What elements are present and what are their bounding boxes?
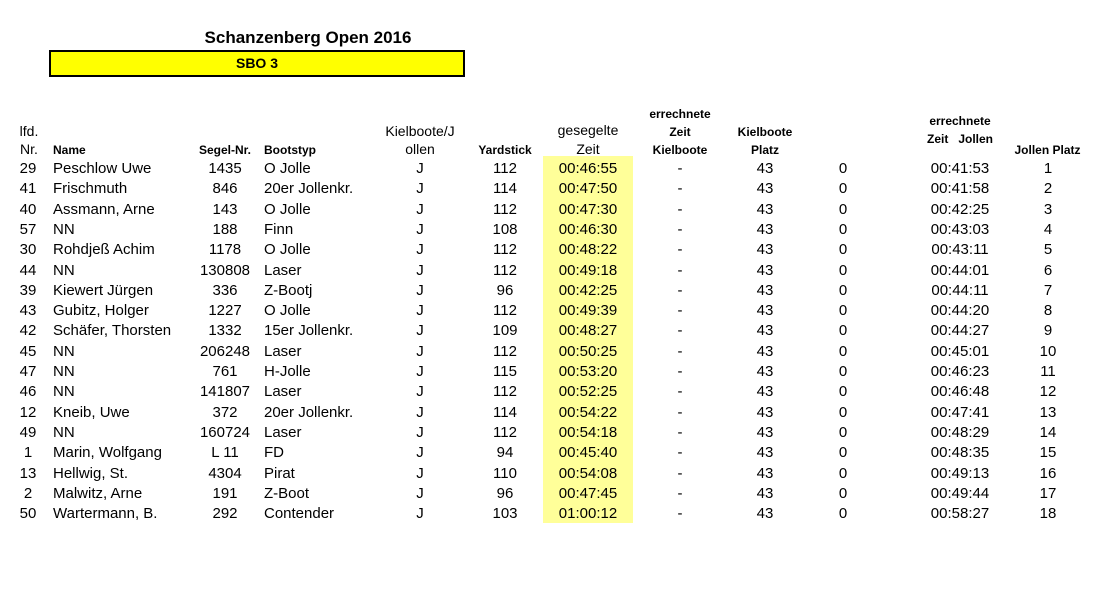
- sailed-time: 00:46:55: [558, 160, 618, 177]
- row-number: 45: [19, 342, 37, 360]
- yardstick-value: 103: [492, 505, 518, 523]
- sail-number: 761: [212, 363, 238, 380]
- zero-value: 0: [838, 241, 848, 259]
- calculated-time-keelboats: -: [677, 484, 683, 502]
- dinghy-place: 10: [1039, 342, 1057, 360]
- keel-dinghy-flag: J: [416, 261, 424, 279]
- table-row: [0, 403, 1101, 423]
- yardstick-value: 96: [496, 281, 514, 299]
- calculated-time-dinghies: 00:45:01: [930, 342, 990, 360]
- sailed-time: 00:49:18: [558, 261, 618, 279]
- yardstick-value: 112: [493, 160, 517, 177]
- zero-value: 0: [838, 281, 848, 299]
- sail-number: 4304: [208, 464, 242, 482]
- sailor-name: Rohdjeß Achim: [53, 241, 155, 259]
- keel-dinghy-flag: J: [416, 302, 424, 320]
- header-yardstick: Yardstick: [478, 143, 532, 157]
- dinghy-place: 17: [1039, 484, 1057, 502]
- sail-number: 141807: [199, 383, 251, 401]
- sail-number: L 11: [211, 444, 239, 462]
- boat-type: Pirat: [264, 464, 295, 482]
- keelboat-place: 43: [756, 200, 774, 218]
- sailed-time: 00:54:22: [558, 403, 618, 421]
- calculated-time-dinghies: 00:41:53: [930, 160, 990, 177]
- keelboat-place: 43: [756, 444, 774, 462]
- keelboat-place: 43: [756, 342, 774, 360]
- yardstick-value: 112: [493, 200, 517, 218]
- calculated-time-keelboats: -: [677, 220, 683, 238]
- dinghy-place: 7: [1043, 281, 1053, 299]
- header-gesegelte: gesegelte: [557, 122, 619, 138]
- sailor-name: Schäfer, Thorsten: [53, 322, 172, 340]
- keel-dinghy-flag: J: [416, 322, 424, 340]
- header-nr: Nr.: [20, 141, 38, 157]
- table-row: [0, 220, 1101, 240]
- header-bootstyp: Bootstyp: [264, 143, 316, 157]
- keelboat-place: 43: [756, 241, 774, 259]
- table-row: [0, 342, 1101, 362]
- keelboat-place: 43: [756, 261, 774, 279]
- row-number: 13: [19, 464, 37, 482]
- table-row: [0, 464, 1101, 484]
- sailor-name: Assmann, Arne: [53, 200, 155, 218]
- dinghy-place: 13: [1039, 403, 1057, 421]
- zero-value: 0: [838, 363, 848, 380]
- header-kielboote-jollen-2: ollen: [405, 141, 435, 157]
- row-number: 30: [19, 241, 37, 259]
- calculated-time-dinghies: 00:44:11: [931, 281, 989, 299]
- row-number: 41: [19, 180, 37, 198]
- boat-type: O Jolle: [264, 200, 311, 218]
- table-row: [0, 382, 1101, 402]
- yardstick-value: 94: [496, 444, 514, 462]
- dinghy-place: 4: [1043, 220, 1053, 238]
- sailor-name: Kiewert Jürgen: [53, 281, 154, 299]
- sail-number: 130808: [199, 261, 251, 279]
- keel-dinghy-flag: J: [416, 200, 424, 218]
- yardstick-value: 112: [493, 261, 517, 279]
- yardstick-value: 114: [493, 180, 517, 198]
- keelboat-place: 43: [756, 322, 774, 340]
- calculated-time-keelboats: -: [677, 302, 683, 320]
- sailor-name: Peschlow Uwe: [53, 160, 152, 177]
- sailed-time: 00:52:25: [558, 383, 618, 401]
- keel-dinghy-flag: J: [416, 241, 424, 259]
- header-kielboote-platz-2: Platz: [750, 143, 779, 157]
- calculated-time-dinghies: 00:49:44: [930, 484, 990, 502]
- race-label-box: SBO 3: [49, 50, 465, 77]
- calculated-time-dinghies: 00:58:27: [930, 505, 990, 523]
- sailor-name: Frischmuth: [53, 180, 128, 198]
- sailed-time: 00:54:08: [558, 464, 618, 482]
- dinghy-place: 11: [1040, 363, 1056, 380]
- calculated-time-dinghies: 00:46:48: [930, 383, 990, 401]
- keel-dinghy-flag: J: [416, 383, 424, 401]
- keel-dinghy-flag: J: [416, 423, 424, 441]
- zero-value: 0: [838, 505, 848, 523]
- table-row: [0, 301, 1101, 321]
- keelboat-place: 43: [756, 160, 774, 177]
- keel-dinghy-flag: J: [416, 464, 424, 482]
- header-errechnete-jollen-1: errechnete: [929, 114, 991, 128]
- header-name: Name: [53, 143, 86, 157]
- sail-number: 1178: [208, 241, 242, 259]
- calculated-time-dinghies: 00:44:01: [930, 261, 990, 279]
- dinghy-place: 14: [1039, 423, 1057, 441]
- yardstick-value: 112: [493, 423, 517, 441]
- row-number: 29: [19, 160, 37, 177]
- yardstick-value: 112: [493, 383, 517, 401]
- sailor-name: NN: [53, 363, 75, 380]
- zero-value: 0: [838, 423, 848, 441]
- table-row: [0, 179, 1101, 199]
- table-row: [0, 362, 1101, 382]
- header-zeit: Zeit: [576, 141, 600, 157]
- boat-type: Laser: [264, 423, 302, 441]
- header-errechnete-kiel-1: errechnete: [649, 107, 711, 121]
- boat-type: 15er Jollenkr.: [264, 322, 354, 340]
- header-kielboote-platz-1: Kielboote: [737, 125, 793, 139]
- calculated-time-keelboats: -: [677, 261, 683, 279]
- dinghy-place: 8: [1043, 302, 1053, 320]
- yardstick-value: 114: [493, 403, 517, 421]
- table-row: [0, 281, 1101, 301]
- keelboat-place: 43: [756, 302, 774, 320]
- zero-value: 0: [838, 180, 848, 198]
- calculated-time-keelboats: -: [677, 241, 683, 259]
- boat-type: FD: [264, 444, 284, 462]
- boat-type: Z-Boot: [264, 484, 310, 502]
- calculated-time-dinghies: 00:42:25: [930, 200, 990, 218]
- keelboat-place: 43: [756, 505, 774, 523]
- sailed-time: 00:46:30: [558, 220, 618, 238]
- calculated-time-keelboats: -: [677, 444, 683, 462]
- calculated-time-keelboats: -: [677, 180, 683, 198]
- sailor-name: NN: [53, 220, 75, 238]
- calculated-time-keelboats: -: [677, 423, 683, 441]
- zero-value: 0: [838, 322, 848, 340]
- sailed-time: 00:48:22: [558, 241, 618, 259]
- boat-type: Finn: [264, 220, 294, 238]
- zero-value: 0: [838, 342, 848, 360]
- sailed-time: 00:47:30: [558, 200, 618, 218]
- row-number: 44: [19, 261, 37, 279]
- boat-type: Laser: [264, 342, 302, 360]
- sailed-time: 00:54:18: [558, 423, 618, 441]
- keelboat-place: 43: [756, 484, 774, 502]
- header-segel-nr: Segel-Nr.: [198, 143, 252, 157]
- boat-type: Laser: [264, 261, 302, 279]
- keelboat-place: 43: [756, 220, 774, 238]
- calculated-time-keelboats: -: [677, 383, 683, 401]
- zero-value: 0: [838, 200, 848, 218]
- table-row: [0, 443, 1101, 463]
- sailed-time: 00:48:27: [558, 322, 618, 340]
- sailed-time: 00:47:45: [558, 484, 618, 502]
- calculated-time-keelboats: -: [677, 403, 683, 421]
- zero-value: 0: [838, 261, 848, 279]
- row-number: 12: [19, 403, 37, 421]
- keel-dinghy-flag: J: [416, 444, 424, 462]
- calculated-time-dinghies: 00:41:58: [930, 180, 990, 198]
- dinghy-place: 3: [1043, 200, 1053, 218]
- table-row: [0, 261, 1101, 281]
- boat-type: Laser: [264, 383, 302, 401]
- keelboat-place: 43: [756, 363, 774, 380]
- sailor-name: Kneib, Uwe: [53, 403, 130, 421]
- sail-number: 1332: [208, 322, 242, 340]
- calculated-time-keelboats: -: [677, 342, 683, 360]
- dinghy-place: 6: [1043, 261, 1053, 279]
- calculated-time-dinghies: 00:49:13: [930, 464, 990, 482]
- calculated-time-keelboats: -: [677, 505, 683, 523]
- boat-type: Z-Bootj: [264, 281, 313, 299]
- dinghy-place: 2: [1043, 180, 1053, 198]
- keelboat-place: 43: [756, 423, 774, 441]
- sailed-time: 01:00:12: [558, 505, 618, 523]
- yardstick-value: 109: [492, 322, 518, 340]
- header-jollen-platz: Jollen Platz: [1014, 143, 1081, 157]
- row-number: 47: [19, 363, 37, 380]
- calculated-time-dinghies: 00:43:03: [930, 220, 990, 238]
- zero-value: 0: [838, 444, 848, 462]
- keelboat-place: 43: [756, 383, 774, 401]
- sailed-time: 00:50:25: [558, 342, 618, 360]
- row-number: 40: [19, 200, 37, 218]
- table-row: [0, 321, 1101, 341]
- header-errechnete-kiel-3: Kielboote: [652, 143, 708, 157]
- keel-dinghy-flag: J: [416, 342, 424, 360]
- calculated-time-dinghies: 00:48:29: [930, 423, 990, 441]
- table-row: [0, 159, 1101, 179]
- row-number: 46: [19, 383, 37, 401]
- row-number: 42: [19, 322, 37, 340]
- keel-dinghy-flag: J: [416, 220, 424, 238]
- sailed-time: 00:42:25: [558, 281, 618, 299]
- keel-dinghy-flag: J: [416, 281, 424, 299]
- row-number: 49: [19, 423, 37, 441]
- header-errechnete-jollen-2: Zeit Jollen: [926, 132, 993, 146]
- sail-number: 292: [212, 505, 238, 523]
- table-row: [0, 200, 1101, 220]
- yardstick-value: 112: [493, 241, 517, 259]
- boat-type: 20er Jollenkr.: [264, 180, 354, 198]
- boat-type: Contender: [264, 505, 335, 523]
- sail-number: 846: [212, 180, 238, 198]
- sail-number: 372: [212, 403, 238, 421]
- keelboat-place: 43: [756, 180, 774, 198]
- calculated-time-dinghies: 00:44:20: [930, 302, 990, 320]
- dinghy-place: 5: [1043, 241, 1053, 259]
- calculated-time-dinghies: 00:43:11: [931, 241, 989, 259]
- zero-value: 0: [838, 464, 848, 482]
- sail-number: 206248: [199, 342, 251, 360]
- sailed-time: 00:53:20: [558, 363, 618, 380]
- table-row: [0, 484, 1101, 504]
- zero-value: 0: [838, 220, 848, 238]
- table-row: [0, 423, 1101, 443]
- calculated-time-keelboats: -: [677, 464, 683, 482]
- yardstick-value: 112: [493, 342, 517, 360]
- sail-number: 191: [212, 484, 238, 502]
- dinghy-place: 9: [1043, 322, 1053, 340]
- header-kielboote-jollen-1: Kielboote/J: [385, 123, 455, 139]
- page-title: Schanzenberg Open 2016: [204, 28, 412, 47]
- row-number: 57: [19, 220, 37, 238]
- sailor-name: Hellwig, St.: [53, 464, 129, 482]
- calculated-time-keelboats: -: [677, 363, 683, 380]
- calculated-time-dinghies: 00:48:35: [930, 444, 990, 462]
- dinghy-place: 16: [1039, 464, 1057, 482]
- sail-number: 336: [212, 281, 238, 299]
- calculated-time-keelboats: -: [677, 200, 683, 218]
- row-number: 39: [19, 281, 37, 299]
- calculated-time-dinghies: 00:44:27: [930, 322, 990, 340]
- keelboat-place: 43: [756, 281, 774, 299]
- boat-type: 20er Jollenkr.: [264, 403, 354, 421]
- dinghy-place: 1: [1043, 160, 1053, 177]
- header-lfd: lfd.: [19, 123, 39, 139]
- keel-dinghy-flag: J: [416, 363, 424, 380]
- calculated-time-keelboats: -: [677, 281, 683, 299]
- sailor-name: Gubitz, Holger: [53, 302, 149, 320]
- dinghy-place: 12: [1039, 383, 1057, 401]
- keel-dinghy-flag: J: [416, 484, 424, 502]
- sail-number: 160724: [199, 423, 251, 441]
- keel-dinghy-flag: J: [416, 180, 424, 198]
- sailor-name: Marin, Wolfgang: [53, 444, 162, 462]
- sailed-time: 00:47:50: [558, 180, 618, 198]
- sailed-time: 00:45:40: [558, 444, 618, 462]
- header-errechnete-kiel-2: Zeit: [669, 125, 691, 139]
- yardstick-value: 112: [493, 302, 517, 320]
- zero-value: 0: [838, 484, 848, 502]
- zero-value: 0: [838, 160, 848, 177]
- keel-dinghy-flag: J: [416, 160, 424, 177]
- dinghy-place: 15: [1039, 444, 1057, 462]
- boat-type: H-Jolle: [264, 363, 311, 380]
- row-number: 1: [23, 444, 33, 462]
- sailor-name: Wartermann, B.: [53, 505, 158, 523]
- keel-dinghy-flag: J: [416, 505, 424, 523]
- sailor-name: NN: [53, 342, 75, 360]
- boat-type: O Jolle: [264, 302, 311, 320]
- boat-type: O Jolle: [264, 241, 311, 259]
- sailor-name: NN: [53, 261, 75, 279]
- calculated-time-keelboats: -: [677, 160, 683, 177]
- calculated-time-keelboats: -: [677, 322, 683, 340]
- sailed-time: 00:49:39: [558, 302, 618, 320]
- yardstick-value: 115: [493, 363, 517, 380]
- keel-dinghy-flag: J: [416, 403, 424, 421]
- zero-value: 0: [838, 403, 848, 421]
- calculated-time-dinghies: 00:46:23: [930, 363, 990, 380]
- keelboat-place: 43: [756, 464, 774, 482]
- sail-number: 1227: [208, 302, 242, 320]
- sailor-name: NN: [53, 423, 75, 441]
- sail-number: 143: [212, 200, 238, 218]
- yardstick-value: 108: [492, 220, 518, 238]
- table-row: [0, 504, 1101, 524]
- dinghy-place: 18: [1039, 505, 1057, 523]
- row-number: 50: [19, 505, 37, 523]
- zero-value: 0: [838, 383, 848, 401]
- sail-number: 188: [212, 220, 238, 238]
- sail-number: 1435: [208, 160, 242, 177]
- yardstick-value: 110: [493, 464, 517, 482]
- row-number: 2: [23, 484, 33, 502]
- yardstick-value: 96: [496, 484, 514, 502]
- sailor-name: NN: [53, 383, 75, 401]
- row-number: 43: [19, 302, 37, 320]
- table-row: [0, 240, 1101, 260]
- zero-value: 0: [838, 302, 848, 320]
- sailor-name: Malwitz, Arne: [53, 484, 143, 502]
- keelboat-place: 43: [756, 403, 774, 421]
- boat-type: O Jolle: [264, 160, 311, 177]
- calculated-time-dinghies: 00:47:41: [930, 403, 990, 421]
